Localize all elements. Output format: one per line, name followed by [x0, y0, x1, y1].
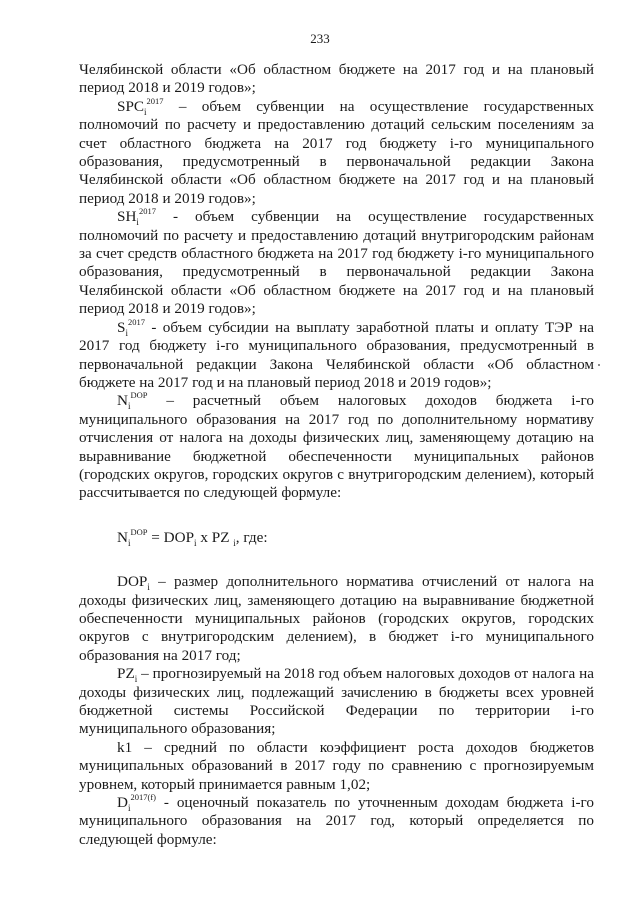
page-number: 233 — [310, 31, 330, 46]
symbol-n: N — [117, 392, 128, 410]
subscript-spc: i — [144, 106, 147, 117]
superscript-sh: 2017 — [138, 206, 156, 217]
paragraph-spc — [79, 95, 594, 208]
formula-times: x PZ — [196, 528, 234, 546]
formula-n-sub: i — [127, 537, 131, 548]
superscript-s: 2017 — [127, 316, 145, 327]
subscript-n: i — [127, 401, 131, 412]
definition-spc: – объем субвенции на осуществление государственных полномочий по расчету и предоставлению дотаций сельским поселениям за счет областного бюджета на 2017 год бюджету i-го муниципального образования, предусмотренный в первоначальной редакции Закона Челябинской области «Об областном бюджете на 2017 год и на плановый период 2018 и 2019 годов»; — [79, 97, 594, 207]
subscript-d: i — [127, 803, 131, 814]
formula-n-sup: DOP — [130, 526, 148, 537]
formula-n-symbol: N — [117, 528, 128, 546]
formula-n-dop — [79, 526, 594, 548]
definition-d: - оценочный показатель по уточненным доходам бюджета i-го муниципального образования на 2017 год, который определяется по следующей формуле: — [79, 794, 594, 848]
symbol-s: S — [117, 318, 126, 336]
paragraph-dop — [79, 573, 594, 665]
symbol-d: D — [117, 794, 128, 812]
definition-sh: - объем субвенции на осуществление государственных полномочий по расчету и предоставлению дотаций внутригородским районам за счет средств областного бюджета на 2017 год бюджету i-го муниципального образования, предусмотренный в первоначальной редакции Закона Челябинской области «Об областном бюджете на 2017 год и на плановый период 2018 и 2019 годов»; — [79, 208, 594, 318]
paragraph-sh — [79, 208, 594, 318]
paragraph-d — [79, 791, 594, 849]
symbol-spc: SPC — [117, 97, 145, 115]
formula-dop-sub: i — [194, 537, 197, 548]
symbol-k1: k1 — [117, 738, 133, 756]
subscript-pz: i — [134, 674, 138, 685]
superscript-n: DOP — [130, 390, 148, 401]
paragraph-intro: Челябинской области «Об областном бюджете на 2017 год и на плановый период 2018 и 2019 годов»; — [79, 61, 594, 97]
definition-pz: – прогнозируемый на 2018 год объем налоговых доходов от налога на доходы физических лиц, подлежащий зачислению в бюджеты всех уровней бюджетной системы Российской Федерации по территории i-го муниципального образования; — [79, 665, 594, 738]
subscript-dop: i — [147, 582, 150, 593]
formula-pz-sub: i — [233, 537, 236, 548]
formula-tail: , где: — [235, 528, 268, 546]
subscript-sh: i — [136, 217, 139, 228]
definition-n: – расчетный объем налоговых доходов бюджета i-го муниципального образования на 2017 год по дополнительному нормативу отчисления от налога на доходы физических лиц, заменяющему дотацию на выравнивание бюджетной обеспеченности муниципальных районов (городских округов, городских округов с внутригородским делением), который рассчитывается по следующей формуле: — [79, 392, 594, 502]
definition-k1: – средний по области коэффициент роста доходов бюджетов муниципальных образований в 2017 году по сравнению с прогнозируемым уровнем, который принимается равным 1,02; — [79, 738, 594, 793]
symbol-sh: SH — [117, 208, 137, 226]
subscript-s: i — [125, 327, 128, 338]
document-body — [79, 61, 594, 849]
symbol-dop: DOP — [117, 573, 148, 591]
superscript-d: 2017(f) — [130, 791, 156, 802]
scan-speck — [598, 364, 600, 366]
definition-s: - объем субсидии на выплату заработной платы и оплату ТЭР на 2017 год бюджету i-го муниципального образования, предусмотренный в первоначальной редакции Закона Челябинской области «Об областном бюджете на 2017 год и на плановый период 2018 и 2019 годов»; — [79, 318, 594, 391]
superscript-spc: 2017 — [146, 95, 164, 106]
paragraph-k1 — [79, 739, 594, 794]
paragraph-s — [79, 316, 594, 393]
paragraph-n — [79, 392, 594, 502]
formula-eq: = DOP — [147, 528, 195, 546]
definition-dop: – размер дополнительного норматива отчислений от налога на доходы физических лиц, заменяющего дотацию на выравнивание бюджетной обеспеченности муниципальных районов (городских округов, городских округов с внутригородским делением), в бюджет i-го муниципального образования на 2017 год; — [79, 573, 594, 664]
paragraph-pz — [79, 665, 594, 739]
symbol-pz: PZ — [117, 665, 135, 683]
